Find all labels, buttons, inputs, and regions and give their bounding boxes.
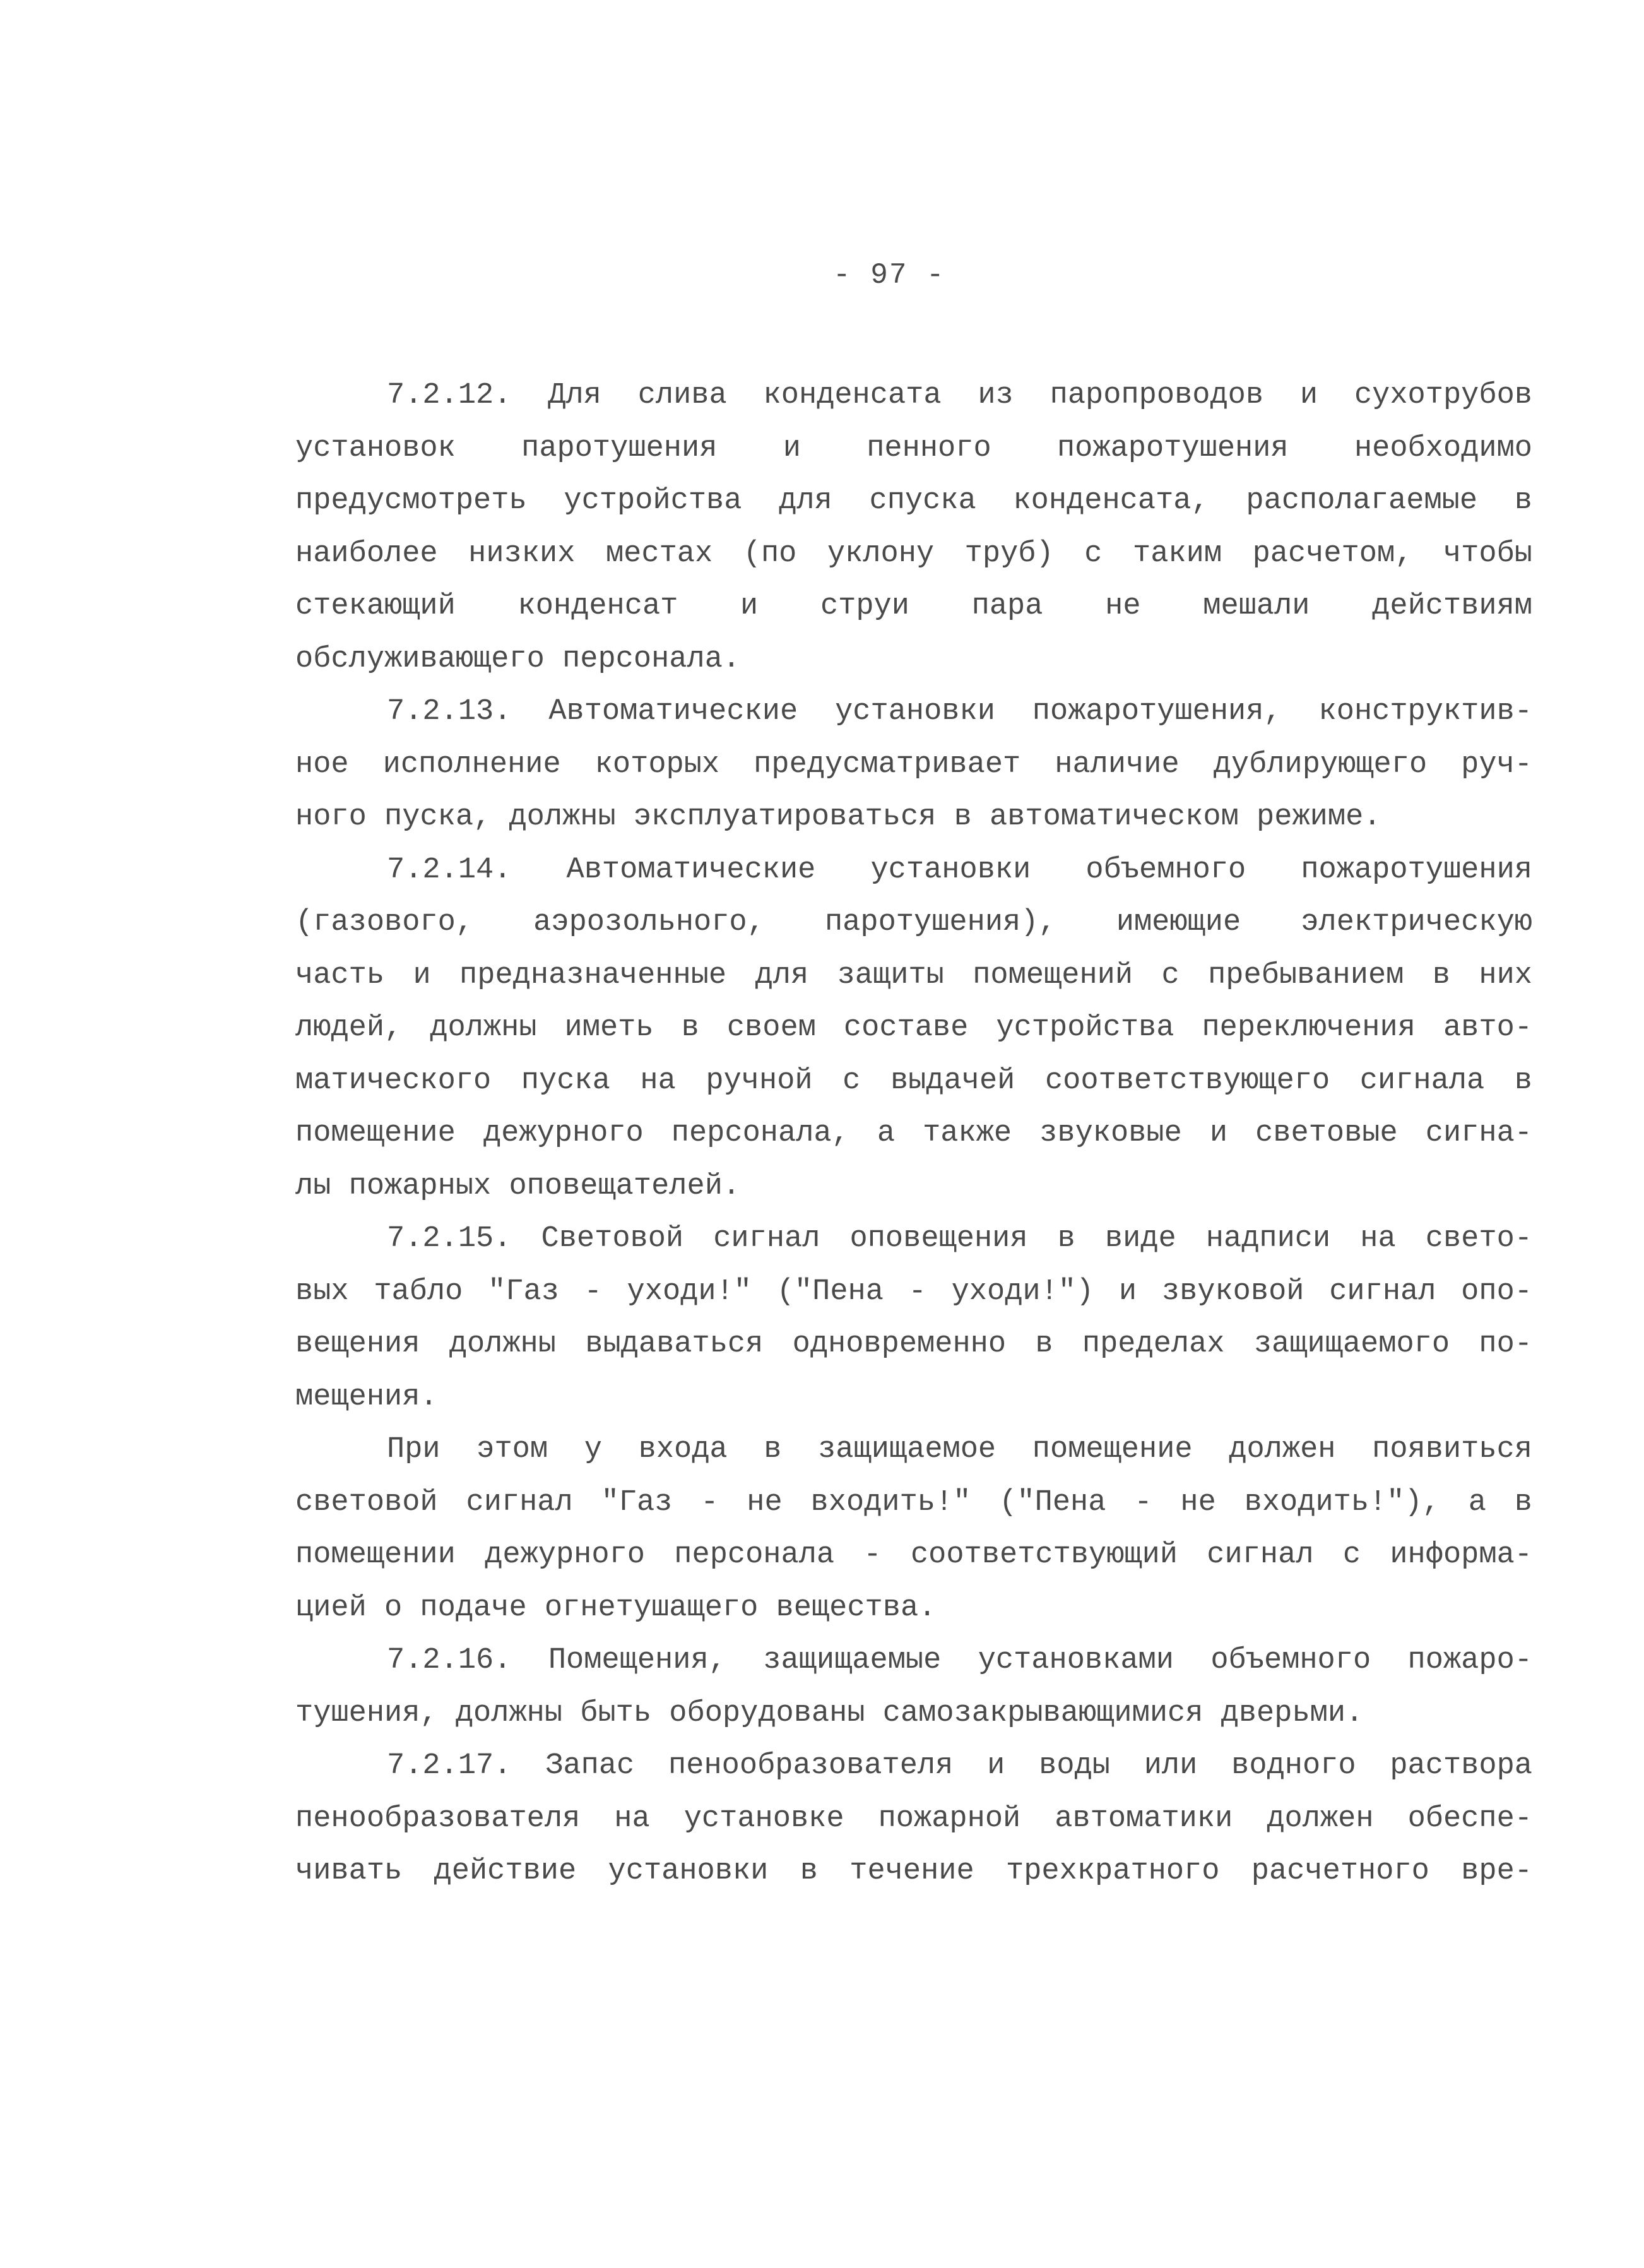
text-line: мещения.: [295, 1380, 438, 1414]
text-line: ного пуска, должны эксплуатироваться в автоматическом режиме.: [295, 800, 1381, 834]
text-line: световой сигнал "Газ - не входить!" ("Пена - не входить!"), а в: [295, 1485, 1532, 1519]
text-line: чивать действие установки в течение трехкратного расчетного вре-: [295, 1855, 1532, 1888]
text-line: цией о подаче огнетушащего вещества.: [295, 1591, 937, 1625]
text-line: 7.2.15. Световой сигнал оповещения в виде надписи на свето-: [387, 1222, 1532, 1256]
text-line: вых табло "Газ - уходи!" ("Пена - уходи!") и звуковой сигнал опо-: [295, 1274, 1532, 1309]
text-line: вещения должны выдаваться одновременно в пределах защищаемого по-: [295, 1327, 1532, 1361]
text-line: 7.2.13. Автоматические установки пожаротушения, конструктив-: [387, 695, 1532, 728]
text-line: ное исполнение которых предусматривает наличие дублирующего руч-: [295, 747, 1532, 781]
text-line: тушения, должны быть оборудованы самозакрывающимися дверьми.: [295, 1696, 1364, 1730]
text-line: обслуживающего персонала.: [295, 642, 741, 676]
text-line: 7.2.14. Автоматические установки объемного пожаротушения: [387, 853, 1532, 887]
text-line: наиболее низких местах (по уклону труб) с таким расчетом, чтобы: [295, 537, 1532, 571]
text-line: 7.2.16. Помещения, защищаемые установками объемного пожаро-: [387, 1644, 1532, 1677]
text-line: лы пожарных оповещателей.: [295, 1169, 741, 1203]
text-line: стекающий конденсат и струи пара не мешали действиям: [295, 590, 1532, 623]
text-line: людей, должны иметь в своем составе устройства переключения авто-: [295, 1011, 1532, 1045]
text-line: предусмотреть устройства для спуска конденсата, располагаемые в: [295, 484, 1532, 518]
text-line: помещение дежурного персонала, а также звуковые и световые сигна-: [295, 1117, 1532, 1150]
text-line: (газового, аэрозольного, паротушения), имеющие электрическую: [295, 906, 1532, 939]
text-line: 7.2.17. Запас пенообразователя и воды или водного раствора: [387, 1749, 1532, 1783]
text-line: При этом у входа в защищаемое помещение должен появиться: [387, 1433, 1532, 1466]
text-line: пенообразователя на установке пожарной автоматики должен обеспе-: [295, 1802, 1532, 1836]
text-line: помещении дежурного персонала - соответствующий сигнал с информа-: [295, 1538, 1532, 1572]
text-line: матического пуска на ручной с выдачей соответствующего сигнала в: [295, 1064, 1532, 1098]
page-number: - 97 -: [833, 259, 945, 292]
body-text: [295, 369, 1532, 1898]
text-line: часть и предназначенные для защиты помещений с пребыванием в них: [295, 958, 1532, 992]
text-line: установок паротушения и пенного пожаротушения необходимо: [295, 431, 1532, 465]
text-line: 7.2.12. Для слива конденсата из паропроводов и сухотрубов: [387, 379, 1532, 412]
